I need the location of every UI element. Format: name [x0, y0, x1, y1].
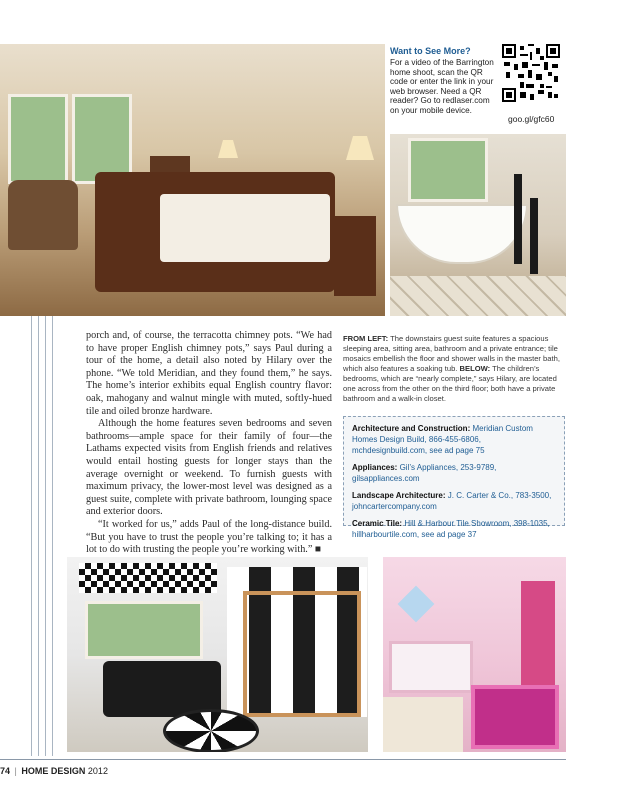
resource-item — [352, 462, 556, 484]
resource-label: Appliances: — [352, 463, 398, 472]
resource-item — [352, 423, 556, 456]
candlestick-1 — [514, 174, 522, 264]
kids-window — [85, 601, 203, 659]
margin-rule-4 — [52, 316, 53, 756]
caption-from-left-label: FROM LEFT: — [343, 334, 389, 343]
loft-bed — [243, 591, 361, 717]
photo-boys-bedroom — [67, 557, 368, 752]
table-lamp — [346, 136, 374, 160]
mosaic-floor — [390, 276, 566, 316]
resource-label: Landscape Architecture: — [352, 491, 446, 500]
qr-heading: Want to See More? — [390, 46, 471, 56]
resource-item — [352, 518, 556, 540]
photo-girls-bedroom — [383, 557, 566, 752]
margin-rule-2 — [38, 316, 39, 756]
issue-year: 2012 — [87, 766, 108, 776]
window-right — [72, 94, 132, 184]
resource-text[interactable]: J. C. Carter & Co., 783-3500, johncartercompany.com — [352, 491, 552, 511]
photo-captions — [343, 334, 567, 404]
margin-rule-1 — [31, 316, 32, 756]
window-left — [8, 94, 68, 184]
armchair — [8, 180, 78, 250]
page-number: 74 — [0, 766, 11, 776]
page-footer — [0, 766, 108, 776]
daybed — [389, 641, 473, 693]
footer-separator: | — [14, 766, 17, 776]
pink-rug — [471, 685, 559, 749]
footer-rule — [0, 759, 566, 760]
pink-curtain — [521, 581, 555, 691]
body-paragraph: porch and, of course, the terracotta chimney pots. “We had to have proper English chimney pots,” says Paul during a tour of the home, a detail also noted by Hilary over the phone. “We told Meridian, and they found them,” he says. The home’s interior exhibits equal English country flavor: oak, mahogany and walnut mingle with muted, softly-hued tile and oiled bronze hardware. — [86, 330, 332, 417]
qr-promo — [390, 44, 566, 132]
resource-text[interactable]: Gil’s Appliances, 253-9789, gilsappliances.com — [352, 463, 497, 483]
play-table — [383, 697, 463, 752]
body-paragraph: “It worked for us,” adds Paul of the long-distance build. “But you have to trust the people you’re talking to; it has a lot to do with trusting the people you’re working with.” ■ — [86, 518, 332, 556]
candlestick-2 — [530, 198, 538, 274]
resources-box — [343, 416, 565, 539]
qr-code-icon[interactable] — [502, 44, 560, 102]
article-body — [86, 330, 332, 557]
soccer-rug — [163, 709, 259, 752]
resource-text[interactable]: Meridian Custom Homes Design Build, 866-455-6806, mchdesignbuild.com, see ad page 75 — [352, 424, 533, 455]
caption-from-left-text: The downstairs guest suite features a spacious sleeping area, sitting area, bathroom and a private entrance; tile mosaics embellish the floor and shower walls in the master bath, which also features a soaking tub. — [343, 334, 560, 373]
margin-rule-3 — [45, 316, 46, 756]
photo-master-bath — [390, 134, 566, 316]
checkered-valance — [79, 563, 217, 593]
resource-item — [352, 490, 556, 512]
section-name: HOME DESIGN — [21, 766, 86, 776]
table-lamp-small — [218, 140, 238, 158]
resource-label: Ceramic Tile: — [352, 519, 403, 528]
bath-window — [408, 138, 488, 202]
resource-label: Architecture and Construction: — [352, 424, 471, 433]
qr-short-url[interactable]: goo.gl/gfc60 — [508, 114, 555, 124]
body-paragraph: Although the home features seven bedrooms and seven bathrooms—ample space for their family of four—the Lathams expected visits from English friends and relatives would entail hosting guests for longer stays than the average overnight or weekend. To furnish guests with maximum privacy, the lower-most level was designed as a guest suite, complete with private bathroom, lounging space and exterior doors. — [86, 418, 332, 518]
caption-below-text: The children’s bedrooms, which are “nearly complete,” says Hilary, are located one across from the other on the third floor; both have a private bathroom and a walk-in closet. — [343, 364, 557, 403]
qr-instructions: For a video of the Barrington home shoot, scan the QR code or enter the link in your web browser. Need a QR reader? Go to redlaser.com on your mobile device. — [390, 58, 494, 115]
photo-guest-bedroom — [0, 44, 385, 316]
bed-linen — [160, 194, 330, 262]
caption-below-label: BELOW: — [459, 364, 491, 373]
soaking-tub — [396, 204, 528, 264]
heart-decor — [398, 586, 435, 623]
resource-text[interactable]: Hill & Harbour Tile Showroom, 398-1035, hillharbourtile.com, see ad page 37 — [352, 519, 550, 539]
nightstand — [334, 216, 376, 296]
